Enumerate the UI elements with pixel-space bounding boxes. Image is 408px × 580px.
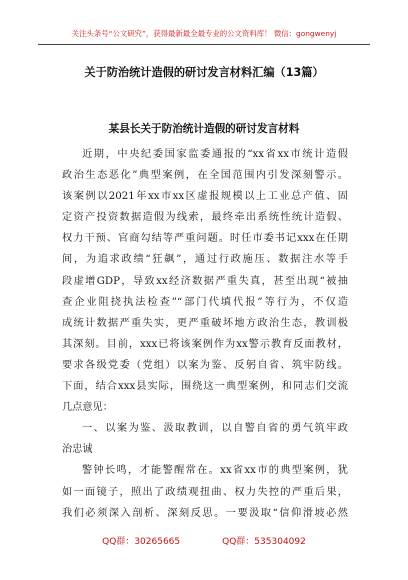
footer bbox=[0, 534, 408, 547]
header-banner: 关注头条号“公文研究”，获得最新最全最专业的公文资料库！ 微信：gongwenyj bbox=[71, 29, 337, 38]
footer-qq-group-1: QQ群：30265665 bbox=[102, 537, 181, 547]
body-line: 要求各级党委（党组）以案为鉴、反躬自省、筑牢防线。 bbox=[62, 359, 348, 371]
body-line: 间，为追求政绩“狂飙”，通过行政施压、数据注水等手 bbox=[62, 254, 348, 266]
body-line: 成统计数据严重失实，更严重破坏地方政治生态，教训极 bbox=[62, 317, 348, 329]
header-divider bbox=[38, 44, 370, 45]
document-title: 关于防治统计造假的研讨发言材料汇编（13篇） bbox=[84, 66, 324, 79]
body-line: 其深刻。目前，xxx已将该案例作为xx警示教育反面教材， bbox=[62, 338, 348, 350]
document-body bbox=[62, 144, 348, 524]
body-line: 段虚增GDP，导致xx经济数据严重失真，甚至出现“被抽 bbox=[62, 275, 348, 287]
footer-qq-group-2: QQ群：535304092 bbox=[222, 537, 306, 547]
body-line: 我们必须深入剖析、深刻反思。一要汲取“信仰滑坡必然 bbox=[62, 507, 348, 519]
body-line: 几点意见： bbox=[62, 402, 113, 414]
body-line: 权力干预、官商勾结等严重问题。时任市委书记xxx在任期 bbox=[62, 233, 348, 245]
body-line: 查企业阻挠执法检查”“部门代填代报”等行为，不仅造 bbox=[62, 296, 348, 308]
body-line: 警钟长鸣，才能警醒常在。xx省xx市的典型案例，犹 bbox=[82, 465, 348, 477]
body-line: 如一面镜子，照出了政绩观扭曲、权力失控的严重后果， bbox=[62, 486, 348, 498]
heading-line: 治忠诚 bbox=[62, 444, 93, 456]
heading-line: 一、以案为鉴、汲取教训，以自警自省的勇气筑牢政 bbox=[82, 423, 348, 435]
body-line: 该案例以2021年xx市xx区虚报规模以上工业总产值、固 bbox=[62, 191, 348, 203]
body-line: 近期，中央纪委国家监委通报的“xx省xx市统计造假 bbox=[82, 149, 348, 160]
body-line: 定资产投资数据造假为线索，最终牵出系统性统计造假、 bbox=[62, 212, 348, 224]
body-line: 政治生态恶化”典型案例，在全国范围内引发深刻警示。 bbox=[62, 170, 348, 182]
section-title: 某县长关于防治统计造假的研讨发言材料 bbox=[108, 123, 300, 135]
body-line: 下面，结合xxx县实际，围绕这一典型案例，和同志们交流 bbox=[62, 381, 348, 393]
